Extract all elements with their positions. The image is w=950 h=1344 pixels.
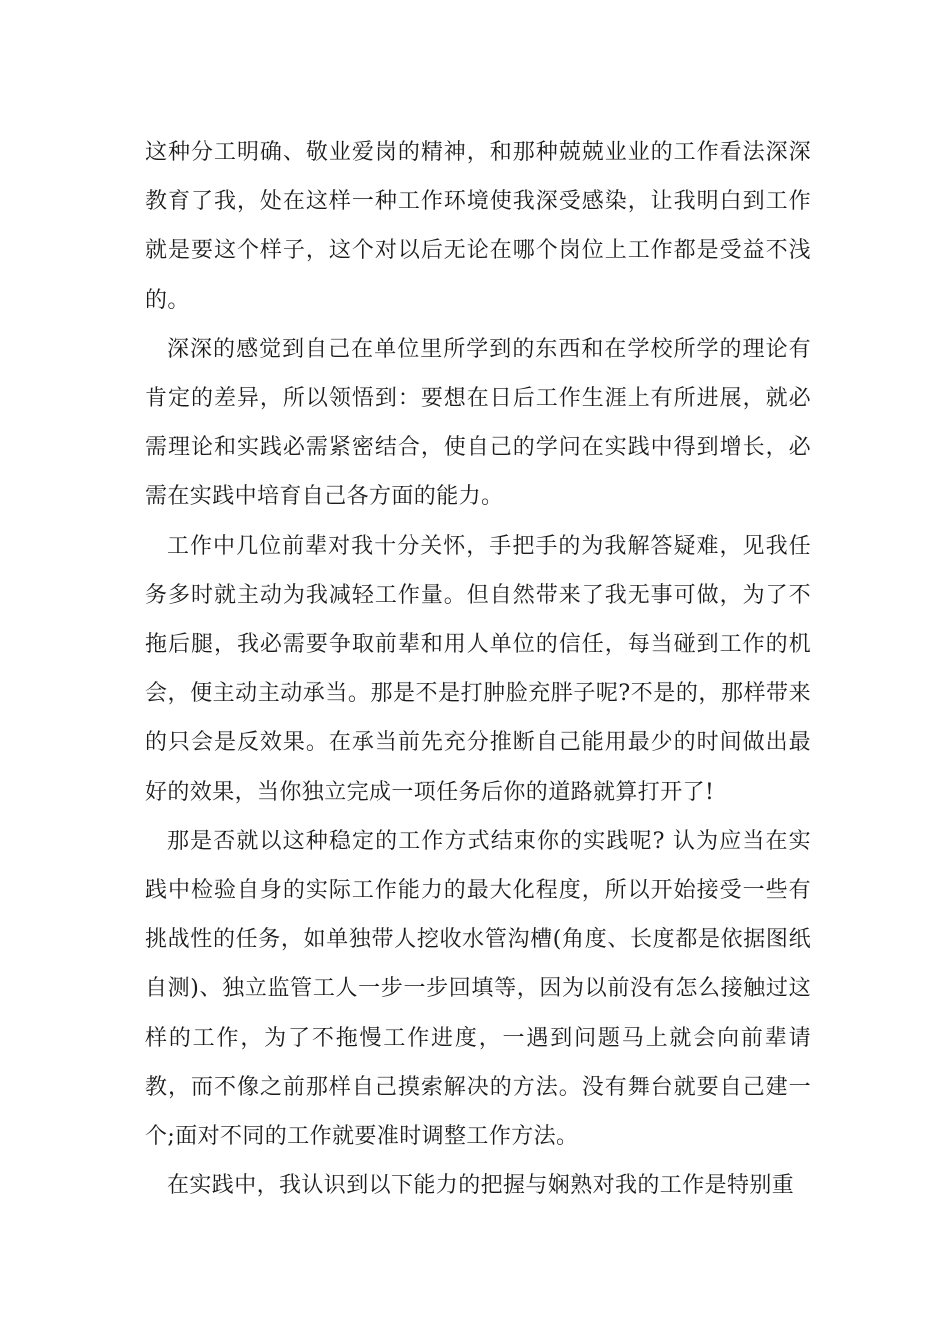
paragraph-1: 这种分工明确、敬业爱岗的精神，和那种兢兢业业的工作看法深深教育了我，处在这样一种工作环境使我深受感染，让我明白到工作就是要这个样子，这个对以后无论在哪个岗位上工作都是受益不浅的。 (145, 140, 811, 313)
paragraph-2: 深深的感觉到自己在单位里所学到的东西和在学校所学的理论有肯定的差异，所以领悟到：要想在日后工作生涯上有所进展，就必需理论和实践必需紧密结合，使自己的学问在实践中得到增长，必需在实践中培育自己各方面的能力。 (145, 336, 811, 510)
document-body (145, 128, 811, 1210)
paragraph-5: 在实践中，我认识到以下能力的把握与娴熟对我的工作是特别重 (167, 1173, 795, 1199)
paragraph-4: 那是否就以这种稳定的工作方式结束你的实践呢? 认为应当在实践中检验自身的实际工作能力的最大化程度，所以开始接受一些有挑战性的任务，如单独带人挖收水管沟槽(角度、长度都是依据图纸自测)、独立监管工人一步一步回填等，因为以前没有怎么接触过这样的工作，为了不拖慢工作进度，一遇到问题马上就会向前辈请教，而不像之前那样自己摸索解决的方法。没有舞台就要自己建一个;面对不同的工作就要准时调整工作方法。 (145, 828, 811, 1150)
paragraph-3: 工作中几位前辈对我十分关怀，手把手的为我解答疑难，见我任务多时就主动为我减轻工作量。但自然带来了我无事可做，为了不拖后腿，我必需要争取前辈和用人单位的信任，每当碰到工作的机会，便主动主动承当。那是不是打肿脸充胖子呢?不是的，那样带来的只会是反效果。在承当前先充分推断自己能用最少的时间做出最好的效果，当你独立完成一项任务后你的道路就算打开了! (145, 533, 811, 805)
